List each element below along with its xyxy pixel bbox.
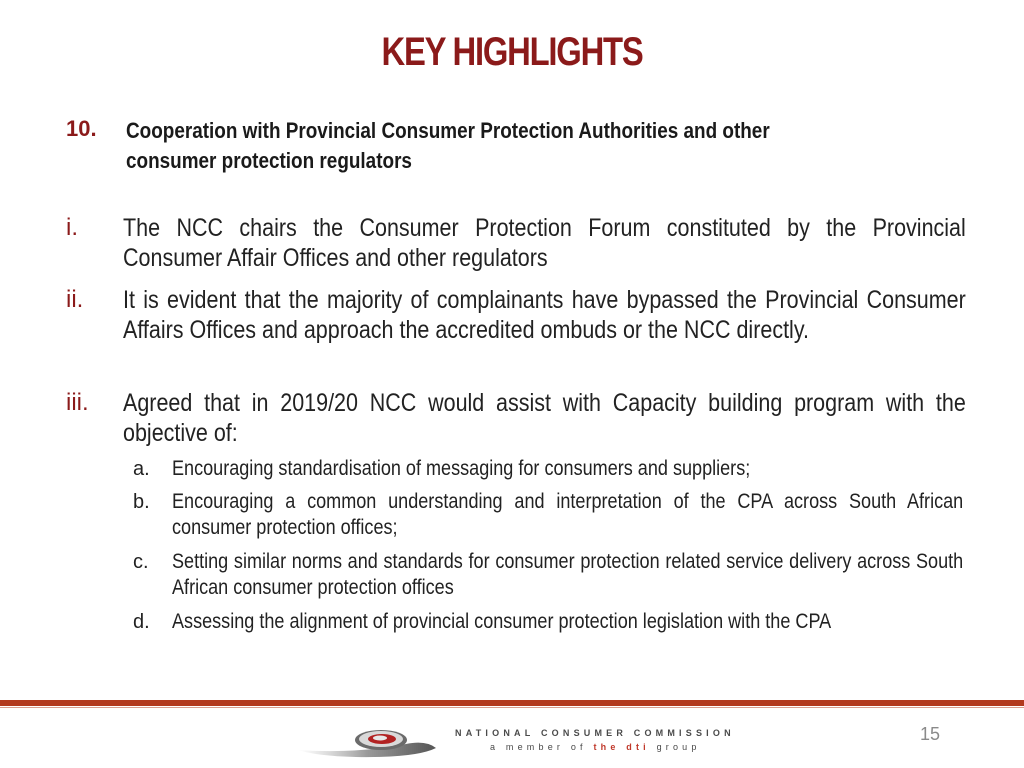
- sub-marker: c.: [133, 551, 149, 573]
- sub-marker: a.: [133, 458, 150, 480]
- sub-item-text: Setting similar norms and standards for consumer protection related service delivery across South African consumer protection offices: [172, 550, 964, 599]
- tagline-suffix: group: [656, 742, 701, 752]
- list-item-text: It is evident that the majority of complainants have bypassed the Provincial Consumer Affairs Offices and approach the accredited ombuds or the NCC directly.: [123, 286, 966, 344]
- section-heading-line-2: consumer protection regulators: [126, 148, 412, 173]
- list-item-text: The NCC chairs the Consumer Protection Forum constituted by the Provincial Consumer Affair Offices and other regulators: [123, 214, 966, 272]
- tagline-dti: dti: [626, 742, 650, 752]
- list-marker: ii.: [66, 286, 84, 313]
- organization-tagline: [490, 742, 701, 752]
- sub-item-text: Encouraging a common understanding and interpretation of the CPA across South African consumer protection offices;: [172, 490, 964, 539]
- list-item-text: Agreed that in 2019/20 NCC would assist with Capacity building program with the objective of:: [123, 389, 966, 447]
- list-marker: i.: [66, 214, 78, 241]
- sub-item-text: Assessing the alignment of provincial consumer protection legislation with the CPA: [172, 610, 832, 633]
- tagline-prefix: a member of: [490, 742, 587, 752]
- sub-marker: d.: [133, 611, 150, 633]
- sub-marker: b.: [133, 491, 150, 513]
- page-number: 15: [920, 724, 941, 744]
- ncc-logo-icon: [296, 720, 446, 760]
- organization-name: NATIONAL CONSUMER COMMISSION: [455, 728, 735, 738]
- sub-item-text: Encouraging standardisation of messaging for consumers and suppliers;: [172, 457, 751, 480]
- slide-title: KEY HIGHLIGHTS: [381, 30, 643, 74]
- footer-divider-thin: [0, 707, 1024, 708]
- footer-divider: [0, 700, 1024, 706]
- section-heading-line-1: Cooperation with Provincial Consumer Protection Authorities and other: [126, 118, 770, 143]
- list-marker: iii.: [66, 389, 89, 416]
- tagline-the: the: [593, 742, 620, 752]
- section-number: 10.: [66, 116, 97, 141]
- section-heading: [126, 116, 952, 176]
